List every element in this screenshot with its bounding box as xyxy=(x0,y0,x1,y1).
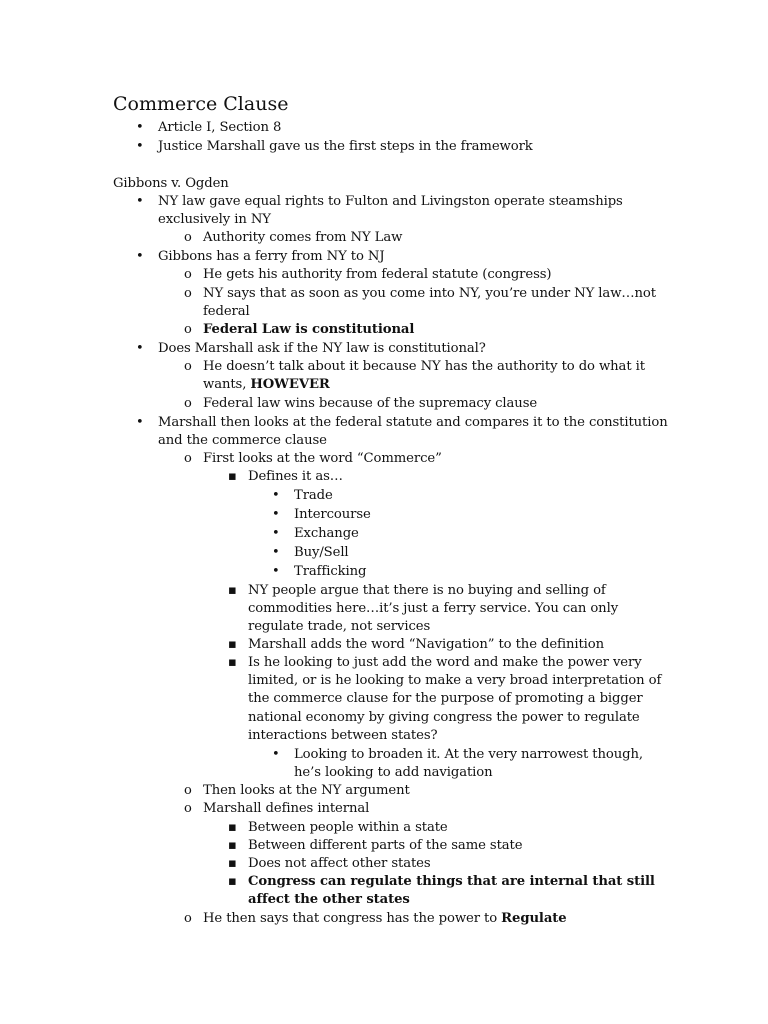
bullet-dot-icon: • xyxy=(272,507,280,522)
marshall-looks-line-1: Marshall then looks at the federal statute and compares it to the constitution xyxy=(158,415,668,430)
ny-law-authority: Authority comes from NY Law xyxy=(203,230,403,245)
bullet-dot-icon: • xyxy=(136,194,144,209)
internal-item: Does not affect other states xyxy=(248,856,431,871)
definition-item: Buy/Sell xyxy=(294,545,349,560)
bullet-dot-icon: • xyxy=(136,341,144,356)
bullet-square-icon: ▪ xyxy=(228,637,237,652)
question-line: limited, or is he looking to make a very broad interpretation of xyxy=(248,673,662,688)
congress-regulate xyxy=(203,910,567,928)
bullet-circle-icon: o xyxy=(184,267,192,282)
bullet-square-icon: ▪ xyxy=(228,856,237,871)
congress-internal-line: Congress can regulate things that are internal that still xyxy=(248,874,655,889)
bullet-circle-icon: o xyxy=(184,322,192,337)
internal-item: Between different parts of the same state xyxy=(248,838,523,853)
gibbons-authority-congress: (congress) xyxy=(482,267,552,282)
bullet-square-icon: ▪ xyxy=(228,583,237,598)
bullet-circle-icon: o xyxy=(184,230,192,245)
broaden-line: Looking to broaden it. At the very narrowest though, xyxy=(294,747,643,762)
bullet-square-icon: ▪ xyxy=(228,655,237,670)
ny-says-line-1: NY says that as soon as you come into NY, you’re under NY law…not xyxy=(203,286,656,301)
gibbons-ferry: Gibbons has a ferry from NY to NJ xyxy=(158,249,385,264)
bullet-dot-icon: • xyxy=(272,526,280,541)
intro-line-marshall: Justice Marshall gave us the first steps in the framework xyxy=(158,139,533,154)
marshall-ask-line-2 xyxy=(203,376,330,394)
case-heading: Gibbons v. Ogden xyxy=(113,176,229,191)
bullet-dot-icon: • xyxy=(272,564,280,579)
gibbons-authority-text: He gets his authority from federal statute xyxy=(203,267,483,282)
marshall-looks-line-2: and the commerce clause xyxy=(158,433,327,448)
page-title: Commerce Clause xyxy=(113,93,289,115)
question-line: the commerce clause for the purpose of promoting a bigger xyxy=(248,691,643,706)
marshall-ask-wants: wants, xyxy=(203,377,251,392)
bullet-square-icon: ▪ xyxy=(228,820,237,835)
definition-item: Trafficking xyxy=(294,564,367,579)
ny-law-line-1: NY law gave equal rights to Fulton and Livingston operate steamships xyxy=(158,194,623,209)
congress-regulate-text: He then says that congress has the power to xyxy=(203,911,502,926)
marshall-ask-line-1: He doesn’t talk about it because NY has the authority to do what it xyxy=(203,359,645,374)
marshall-defines-internal: Marshall defines internal xyxy=(203,801,370,816)
federal-law-constitutional: Federal Law is constitutional xyxy=(203,322,415,337)
ny-argue-line: NY people argue that there is no buying and selling of xyxy=(248,583,606,598)
definition-item: Exchange xyxy=(294,526,359,541)
bullet-circle-icon: o xyxy=(184,396,192,411)
defines-it-as: Defines it as… xyxy=(248,469,343,484)
bullet-dot-icon: • xyxy=(136,415,144,430)
question-line: national economy by giving congress the power to regulate xyxy=(248,710,640,725)
bullet-dot-icon: • xyxy=(136,249,144,264)
congress-internal-line: affect the other states xyxy=(248,892,410,907)
bullet-dot-icon: • xyxy=(272,488,280,503)
bullet-circle-icon: o xyxy=(184,783,192,798)
marshall-ask-question: Does Marshall ask if the NY law is constitutional? xyxy=(158,341,486,356)
navigation-definition: Marshall adds the word “Navigation” to the definition xyxy=(248,637,605,652)
bullet-circle-icon: o xyxy=(184,359,192,374)
bullet-circle-icon: o xyxy=(184,911,192,926)
ny-law-line-2: exclusively in NY xyxy=(158,212,271,227)
congress-regulate-word: Regulate xyxy=(501,911,567,926)
ny-argument: Then looks at the NY argument xyxy=(203,783,410,798)
intro-line-article: Article I, Section 8 xyxy=(158,120,282,135)
bullet-square-icon: ▪ xyxy=(228,874,237,889)
bullet-circle-icon: o xyxy=(184,801,192,816)
gibbons-authority xyxy=(203,266,551,284)
definition-item: Intercourse xyxy=(294,507,371,522)
bullet-circle-icon: o xyxy=(184,286,192,301)
internal-item: Between people within a state xyxy=(248,820,448,835)
ny-argue-line: regulate trade, not services xyxy=(248,619,431,634)
supremacy-clause: Federal law wins because of the supremacy clause xyxy=(203,396,538,411)
ny-says-line-2: federal xyxy=(203,304,250,319)
question-line: Is he looking to just add the word and make the power very xyxy=(248,655,642,670)
commerce-word: First looks at the word “Commerce” xyxy=(203,451,442,466)
bullet-square-icon: ▪ xyxy=(228,469,237,484)
broaden-line: he’s looking to add navigation xyxy=(294,765,493,780)
definition-item: Trade xyxy=(294,488,333,503)
bullet-dot-icon: • xyxy=(136,139,144,154)
bullet-dot-icon: • xyxy=(272,747,280,762)
question-line: interactions between states? xyxy=(248,728,438,743)
bullet-dot-icon: • xyxy=(272,545,280,560)
marshall-ask-however: HOWEVER xyxy=(250,377,330,392)
bullet-circle-icon: o xyxy=(184,451,192,466)
bullet-dot-icon: • xyxy=(136,120,144,135)
ny-argue-line: commodities here…it’s just a ferry service. You can only xyxy=(248,601,619,616)
bullet-square-icon: ▪ xyxy=(228,838,237,853)
